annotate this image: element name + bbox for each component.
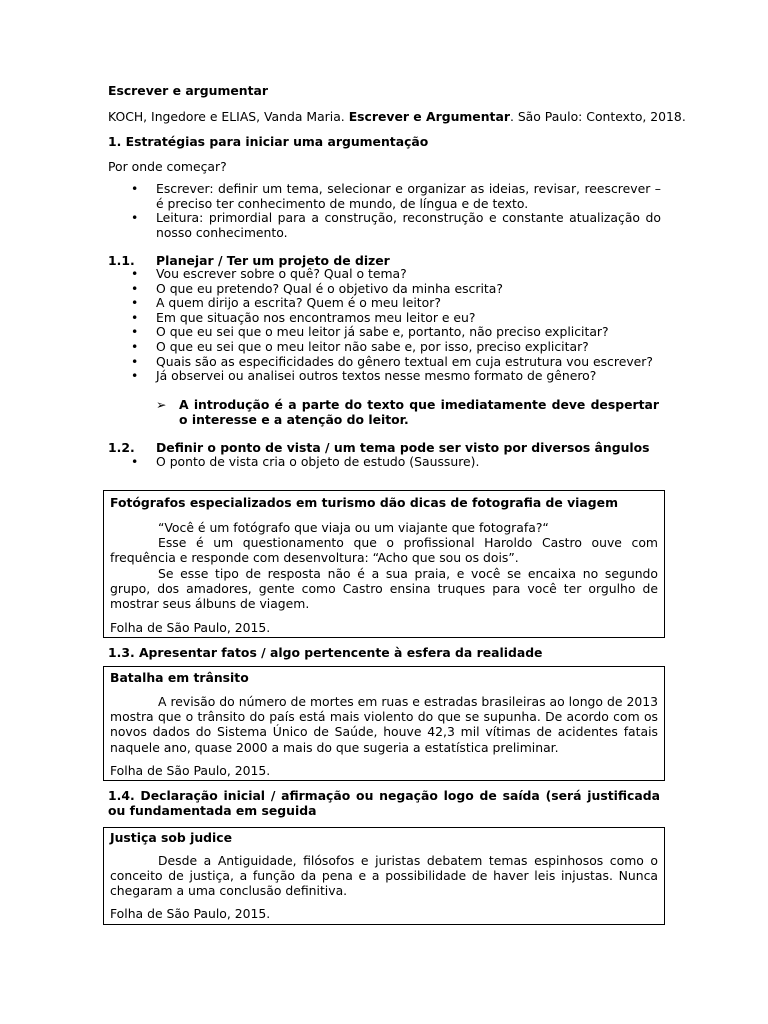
article-title: Batalha em trânsito bbox=[110, 670, 249, 685]
article-body bbox=[110, 520, 658, 611]
section-1-2-heading: Definir o ponto de vista / um tema pode ser visto por diversos ângulos bbox=[156, 440, 650, 455]
article-source: Folha de São Paulo, 2015. bbox=[110, 763, 271, 778]
section-1-4-heading: 1.4. Declaração inicial / afirmação ou negação logo de saída (será justificada ou fundamentada em seguida bbox=[108, 788, 660, 818]
section-1-3-heading: 1.3. Apresentar fatos / algo pertencente à esfera da realidade bbox=[108, 645, 543, 660]
article-paragraph: Esse é um questionamento que o profissional Haroldo Castro ouve com frequência e responde com desenvoltura: “Acho que sou os dois”. bbox=[110, 535, 658, 566]
section-1-1-number: 1.1. bbox=[108, 253, 135, 268]
bullet-icon: • bbox=[131, 324, 139, 340]
arrow-bullet-icon: ➢ bbox=[156, 397, 167, 412]
list-item: • Vou escrever sobre o quê? Qual o tema? bbox=[131, 266, 407, 281]
list-item: • Em que situação nos encontramos meu leitor e eu? bbox=[131, 309, 476, 325]
bullet-icon: • bbox=[131, 338, 139, 354]
bullet-icon: • bbox=[131, 368, 139, 384]
bullet-icon: • bbox=[131, 181, 139, 196]
section-1-2-number: 1.2. bbox=[108, 440, 135, 455]
list-item: • O ponto de vista cria o objeto de estudo (Saussure). bbox=[131, 454, 480, 469]
bullet-icon: • bbox=[131, 280, 139, 296]
section-1-1-heading: Planejar / Ter um projeto de dizer bbox=[156, 253, 390, 268]
list-item: • O que eu sei que o meu leitor já sabe e, portanto, não preciso explicitar? bbox=[131, 324, 609, 340]
article-source: Folha de São Paulo, 2015. bbox=[110, 620, 271, 635]
section-1-question: Por onde começar? bbox=[108, 159, 227, 174]
bullet-icon: • bbox=[131, 266, 139, 281]
article-paragraph: Se esse tipo de resposta não é a sua praia, e você se encaixa no segundo grupo, dos amadores, gente como Castro ensina truques para você ter orgulho de mostrar seus álbuns de viagem. bbox=[110, 565, 658, 612]
list-item: • A quem dirijo a escrita? Quem é o meu leitor? bbox=[131, 295, 441, 311]
section-1-heading: 1. Estratégias para iniciar uma argumentação bbox=[108, 134, 429, 149]
introduction-highlight: A introdução é a parte do texto que imediatamente deve despertar o interesse e a atenção do leitor. bbox=[179, 397, 659, 427]
section-1-2-list bbox=[131, 455, 661, 470]
article-paragraph: “Você é um fotógrafo que viaja ou um viajante que fotografa?“ bbox=[158, 520, 549, 535]
article-box-justice bbox=[103, 827, 665, 925]
bullet-icon: • bbox=[131, 454, 139, 469]
article-body bbox=[110, 853, 658, 899]
article-paragraph: Desde a Antiguidade, filósofos e juristas debatem temas espinhosos como o conceito de justiça, a função da pena e a possibilidade de haver leis injustas. Nunca chegaram a uma conclusão definitiva. bbox=[110, 853, 658, 899]
article-title: Justiça sob judice bbox=[110, 830, 233, 845]
bullet-icon: • bbox=[131, 353, 139, 369]
reference-authors: KOCH, Ingedore e ELIAS, Vanda Maria. bbox=[108, 109, 349, 124]
section-1-list bbox=[131, 182, 661, 240]
article-box-traffic bbox=[103, 666, 665, 781]
bullet-icon: • bbox=[131, 210, 139, 226]
list-item: • Quais são as especificidades do gênero textual em cuja estrutura vou escrever? bbox=[131, 353, 653, 369]
article-box-photographers bbox=[103, 490, 665, 638]
list-item: • Já observei ou analisei outros textos nesse mesmo formato de gênero? bbox=[131, 368, 597, 384]
list-item: • Leitura: primordial para a construção, reconstrução e constante atualização do nosso conhecimento. bbox=[131, 210, 661, 240]
list-item: • O que eu pretendo? Qual é o objetivo da minha escrita? bbox=[131, 280, 503, 296]
section-1-1-list bbox=[131, 267, 661, 384]
reference-book: Escrever e Argumentar bbox=[348, 109, 510, 124]
document-title: Escrever e argumentar bbox=[108, 83, 269, 98]
list-item: • Escrever: definir um tema, selecionar e organizar as ideias, revisar, reescrever – é preciso ter conhecimento de mundo, de língua e de texto. bbox=[131, 181, 661, 211]
bullet-icon: • bbox=[131, 309, 139, 325]
article-body bbox=[110, 694, 658, 755]
reference-rest: . São Paulo: Contexto, 2018. bbox=[509, 109, 686, 124]
article-source: Folha de São Paulo, 2015. bbox=[110, 906, 271, 921]
list-item: • O que eu sei que o meu leitor não sabe e, por isso, preciso explicitar? bbox=[131, 338, 589, 354]
article-paragraph: A revisão do número de mortes em ruas e estradas brasileiras ao longo de 2013 mostra que o trânsito do país está mais violento do que se supunha. De acordo com os novos dados do Sistema Único de Saúde, houve 42,3 mil vítimas de acidentes fatais naquele ano, quase 2000 a mais do que sugeria a estatística preliminar. bbox=[110, 694, 658, 755]
reference bbox=[108, 109, 686, 124]
bullet-icon: • bbox=[131, 295, 139, 311]
article-title: Fotógrafos especializados em turismo dão dicas de fotografia de viagem bbox=[110, 495, 618, 510]
